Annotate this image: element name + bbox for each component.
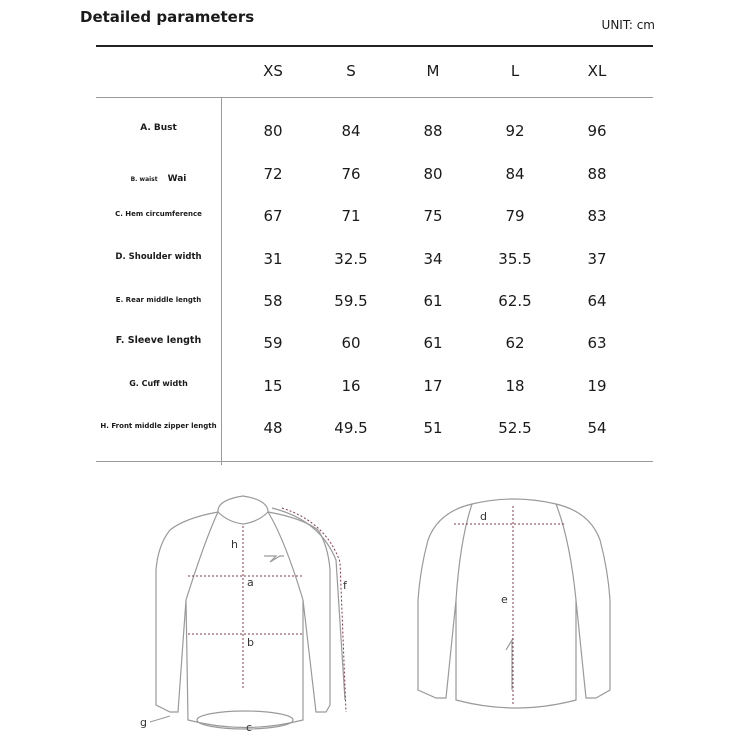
marker-b: b (247, 636, 254, 649)
waist-label-extra: Wai (167, 174, 187, 184)
row-label-zipper: H. Front middle zipper length (100, 422, 217, 430)
table-cell: 35.5 (498, 250, 532, 268)
table-cell: 54 (587, 419, 607, 437)
marker-c: c (246, 721, 253, 734)
table-cell: 18 (505, 377, 525, 395)
row-label-shoulder: D. Shoulder width (115, 252, 202, 262)
row-label-bust: A. Bust (140, 123, 177, 133)
size-header-l: L (510, 62, 520, 80)
back-body-outline (418, 499, 610, 708)
table-cell: 88 (587, 165, 607, 183)
table-cell: 67 (263, 207, 283, 225)
table-cell: 84 (505, 165, 525, 183)
unit-label: UNIT: cm (601, 18, 655, 32)
back-right-seam (556, 504, 576, 600)
marker-e: e (501, 593, 508, 606)
table-cell: 84 (341, 122, 361, 140)
front-logo (264, 556, 284, 562)
measure-line-f (282, 508, 346, 712)
table-cell: 15 (263, 377, 283, 395)
table-cell: 51 (423, 419, 443, 437)
table-cell: 92 (505, 122, 525, 140)
table-cell: 64 (587, 292, 607, 310)
table-cell: 72 (263, 165, 283, 183)
label-column-rule (221, 97, 222, 465)
size-header-xl: XL (587, 62, 607, 80)
marker-g: g (140, 716, 147, 729)
table-cell: 88 (423, 122, 443, 140)
row-label-hem: C. Hem circumference (115, 210, 202, 218)
table-cell: 32.5 (334, 250, 368, 268)
row-label-sleeve: F. Sleeve length (115, 335, 202, 346)
marker-h: h (231, 538, 238, 551)
table-cell: 62 (505, 334, 525, 352)
table-cell: 80 (263, 122, 283, 140)
table-cell: 71 (341, 207, 361, 225)
table-top-rule (96, 45, 653, 47)
table-cell: 34 (423, 250, 443, 268)
header-rule (96, 97, 653, 98)
jacket-diagram (0, 480, 750, 750)
table-cell: 62.5 (498, 292, 532, 310)
front-jacket (156, 496, 345, 729)
table-cell: 17 (423, 377, 443, 395)
front-left-seam (186, 512, 218, 600)
table-cell: 31 (263, 250, 283, 268)
table-cell: 83 (587, 207, 607, 225)
row-label-waist (96, 166, 221, 185)
row-label-cuff: G. Cuff width (129, 379, 188, 388)
table-cell: 37 (587, 250, 607, 268)
back-logo (506, 640, 512, 690)
front-hem (197, 711, 293, 729)
table-cell: 76 (341, 165, 361, 183)
table-cell: 79 (505, 207, 525, 225)
diagram-markers (140, 510, 508, 734)
table-cell: 48 (263, 419, 283, 437)
table-cell: 96 (587, 122, 607, 140)
marker-f: f (343, 579, 347, 592)
waist-label: B. waist (130, 176, 158, 183)
cuff-pointer (150, 716, 170, 722)
table-cell: 63 (587, 334, 607, 352)
size-header-m: M (426, 62, 440, 80)
table-cell: 16 (341, 377, 361, 395)
page-title: Detailed parameters (80, 8, 255, 26)
table-cell: 59 (263, 334, 283, 352)
table-cell: 60 (341, 334, 361, 352)
size-header-xs: XS (263, 62, 283, 80)
table-cell: 80 (423, 165, 443, 183)
size-header-s: S (346, 62, 356, 80)
back-measure-lines (454, 506, 566, 706)
table-cell: 49.5 (334, 419, 368, 437)
table-cell: 61 (423, 292, 443, 310)
front-collar (218, 496, 268, 524)
back-left-seam (456, 504, 472, 600)
table-cell: 59.5 (334, 292, 368, 310)
table-cell: 19 (587, 377, 607, 395)
table-cell: 52.5 (498, 419, 532, 437)
table-cell: 75 (423, 207, 443, 225)
back-jacket (418, 499, 610, 708)
row-label-rear-length: E. Rear middle length (115, 296, 202, 304)
front-sleeve-stripe (272, 508, 345, 700)
table-bottom-rule (96, 461, 653, 462)
marker-a: a (247, 576, 254, 589)
table-cell: 61 (423, 334, 443, 352)
marker-d: d (480, 510, 487, 523)
table-cell: 58 (263, 292, 283, 310)
